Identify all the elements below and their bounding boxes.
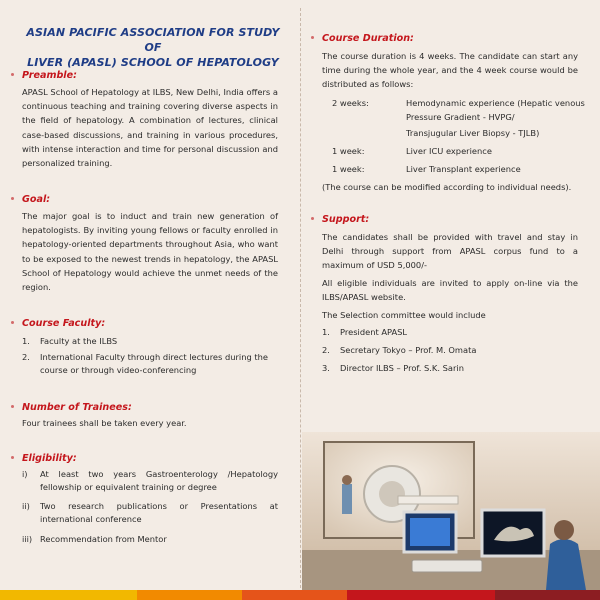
trainees-text: Four trainees shall be taken every year. <box>22 418 187 428</box>
duration-row-4-value: Liver Transplant experience <box>406 164 521 174</box>
technician-head <box>342 475 352 485</box>
bar-segment-5 <box>495 590 600 600</box>
operator-head <box>554 520 574 540</box>
trainees-heading: Number of Trainees: <box>22 402 132 413</box>
eligibility-item-1-text: At least two years Gastroenterology /Hepatology fellowship or equivalent training or degree <box>40 469 278 492</box>
title-line-1: ASIAN PACIFIC ASSOCIATION FOR STUDY OF <box>26 26 280 54</box>
keyboard <box>412 560 482 572</box>
control-room-illustration <box>302 432 600 590</box>
bar-segment-3 <box>242 590 347 600</box>
control-room-photo <box>302 432 600 590</box>
duration-row-1-value: Hemodynamic experience (Hepatic venous Pressure Gradient - HVPG/ <box>406 98 585 122</box>
support-heading: Support: <box>322 214 370 225</box>
committee-item-1-text: President APASL <box>340 327 408 337</box>
page-title <box>22 25 284 70</box>
eligibility-item-2-num: ii) <box>22 501 30 511</box>
scanner-table <box>398 496 458 504</box>
bar-segment-2 <box>137 590 242 600</box>
committee-item-3-text: Director ILBS – Prof. S.K. Sarin <box>340 363 464 373</box>
committee-item-2-text: Secretary Tokyo – Prof. M. Omata <box>340 345 477 355</box>
bar-segment-4 <box>347 590 494 600</box>
duration-intro: The course duration is 4 weeks. The candidate can start any time during the whole year, and the 4 week course would be distributed as follows: <box>322 51 578 90</box>
faculty-heading: Course Faculty: <box>22 318 106 329</box>
preamble-heading: Preamble: <box>22 70 77 81</box>
duration-row-3-value: Liver ICU experience <box>406 146 492 156</box>
support-text-1: The candidates shall be provided with travel and stay in Delhi through support from APASL corpus fund to a maximum of USD 5,000/- <box>322 232 578 271</box>
eligibility-item-2-text: Two research publications or Presentations at international conference <box>40 501 278 524</box>
duration-row-4-key: 1 week: <box>332 164 365 174</box>
bottom-color-bar <box>0 590 600 600</box>
title-line-2: LIVER (APASL) SCHOOL OF HEPATOLOGY <box>27 56 279 69</box>
eligibility-item-3-text: Recommendation from Mentor <box>40 534 167 544</box>
committee-item-2-num: 2. <box>322 345 330 355</box>
faculty-item-1-text: Faculty at the ILBS <box>40 336 118 346</box>
support-text-2: All eligible individuals are invited to apply on-line via the ILBS/APASL website. <box>322 278 578 303</box>
duration-heading: Course Duration: <box>322 33 414 44</box>
goal-heading: Goal: <box>22 194 51 205</box>
faculty-item-1-num: 1. <box>22 336 30 346</box>
monitor-left-screen <box>410 518 450 546</box>
faculty-item-2-text: International Faculty through direct lectures during the course or through video-conferencing <box>40 352 269 375</box>
duration-note: (The course can be modified according to individual needs). <box>322 182 572 192</box>
support-text-3: The Selection committee would include <box>322 310 486 320</box>
left-column <box>0 0 300 590</box>
technician-figure <box>342 484 352 514</box>
committee-item-3-num: 3. <box>322 363 330 373</box>
goal-text: The major goal is to induct and train new generation of hepatologists. By inviting young fellows or faculty enrolled in hepatology-oriented departments throughout Asia, who want to be exposed to the newest trends in hepatology, the APASL School of Hepatology would achieve the unmet needs of the region. <box>22 211 278 293</box>
eligibility-item-1-num: i) <box>22 469 28 479</box>
duration-row-3-key: 1 week: <box>332 146 365 156</box>
faculty-item-2-num: 2. <box>22 352 30 362</box>
duration-row-2-value: Transjugular Liver Biopsy - TJLB) <box>406 128 540 138</box>
duration-row-1-key: 2 weeks: <box>332 98 369 108</box>
eligibility-item-3-num: iii) <box>22 534 33 544</box>
preamble-text: APASL School of Hepatology at ILBS, New Delhi, India offers a continuous teaching and training covering diverse aspects in the field of hepatology. A combination of lectures, clinical case-based discussions, and training in various procedures, with intense interaction and time for personal discussion and personalized training. <box>22 87 278 169</box>
eligibility-heading: Eligibility: <box>22 453 77 464</box>
bar-segment-1 <box>0 590 137 600</box>
committee-item-1-num: 1. <box>322 327 330 337</box>
